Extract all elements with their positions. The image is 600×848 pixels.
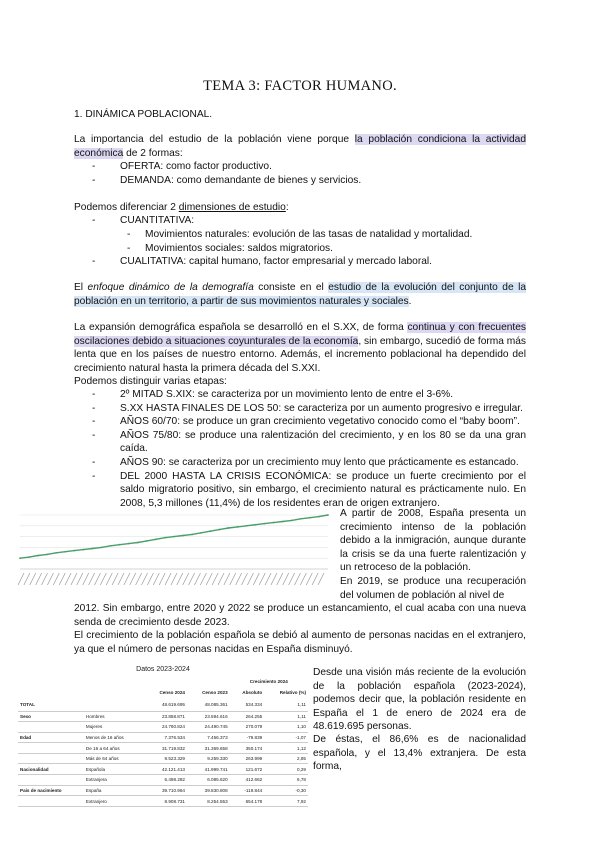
paragraph-growth: El crecimiento de la población española se debió al aumento de personas nacidas en el extranjero, ya que el número de personas nacidas en España disminuyó.: [74, 630, 526, 655]
chart-point: [246, 525, 248, 527]
chart-tick-mark: [30, 573, 36, 585]
paragraph-nationality: De éstas, el 86,6% es de nacionalidad española, y el 13,4% extranjera. De esta forma,: [313, 734, 526, 773]
chart-tick-mark: [253, 573, 259, 585]
table-header: [187, 678, 230, 685]
table-cell: [18, 796, 84, 807]
chart-tick-mark: [94, 573, 100, 585]
chart-point: [164, 537, 166, 539]
chart-tick-mark: [118, 573, 124, 585]
chart-tick-mark: [171, 573, 177, 585]
paragraph-expansion: [74, 321, 526, 375]
table-cell: 263.999: [230, 753, 265, 764]
chart-tick-mark: [306, 573, 312, 585]
table-cell: 23.858.871: [144, 711, 187, 722]
table-cell: 6.085.620: [187, 775, 230, 786]
chart-tick-mark: [77, 573, 83, 585]
chart-point: [264, 523, 266, 525]
chart-point: [19, 557, 21, 559]
table-cell: -1,07: [264, 732, 308, 743]
chart-tick-mark: [153, 573, 159, 585]
table-row: [18, 743, 308, 754]
chart-point: [309, 517, 311, 519]
chart-point: [146, 540, 148, 542]
table-header: Censo 2023: [202, 689, 228, 695]
list-item: - OFERTA: como factor productivo.: [92, 160, 522, 174]
section-heading: 1. DINÁMICA POBLACIONAL.: [74, 109, 213, 120]
chart-point: [101, 547, 103, 549]
table-header: [18, 685, 84, 699]
highlighted-text: la población condiciona la actividad económica: [74, 134, 526, 159]
text-span: Podemos diferenciar 2: [74, 202, 179, 213]
chart-point: [92, 548, 94, 550]
table-cell: [18, 722, 84, 733]
chart-point: [227, 527, 229, 529]
chart-tick-mark: [259, 573, 265, 585]
text-span: :: [285, 202, 289, 213]
table-cell: 2,85: [264, 753, 308, 764]
chart-point: [137, 542, 139, 544]
table-row: [18, 732, 308, 743]
chart-point: [182, 535, 184, 537]
chart-tick-mark: [283, 573, 289, 585]
text-span: La importancia del estudio de la población viene porque: [74, 134, 355, 145]
chart-tick-mark: [218, 573, 224, 585]
highlighted-text: continua y con frecuentes oscilaciones debido a situaciones coyunturales de la economía: [74, 322, 526, 347]
chart-tick-mark: [36, 573, 42, 585]
list-item: - Movimientos naturales: evolución de las tasas de natalidad y mortalidad.: [127, 228, 527, 242]
chart-tick-mark: [194, 573, 200, 585]
list-item: - Movimientos sociales: saldos migratorios.: [127, 242, 527, 256]
chart-tick-mark: [147, 573, 153, 585]
table-header: [84, 685, 144, 699]
table-cell: 412.662: [230, 775, 265, 786]
chart-point: [73, 550, 75, 552]
paragraph-2019-end: 2012. Sin embargo, entre 2020 y 2022 se produce un estancamiento, el cual acaba con una nueva senda de crecimiento desde 2023.: [74, 603, 526, 628]
table-cell: 1,12: [264, 743, 308, 754]
table-cell: -79.839: [230, 732, 265, 743]
table-row: [18, 775, 308, 786]
table-cell: Mujeres: [84, 722, 144, 733]
table-cell: Extranjero: [84, 796, 144, 807]
table-cell: 654.178: [230, 796, 265, 807]
chart-tick-mark: [242, 573, 248, 585]
chart-tick-mark: [236, 573, 242, 585]
table-cell: 9.259.330: [187, 753, 230, 764]
paragraph-dimensions: [74, 201, 526, 215]
chart-tick-mark: [206, 573, 212, 585]
list-stages: [92, 388, 526, 510]
table-cell: 31.369.658: [187, 743, 230, 754]
chart-tick-mark: [59, 573, 65, 585]
table-cell: [18, 775, 84, 786]
table-cell: 7.456.373: [187, 732, 230, 743]
chart-point: [110, 545, 112, 547]
chart-tick-mark: [71, 573, 77, 585]
chart-tick-mark: [277, 573, 283, 585]
chart-point: [119, 544, 121, 546]
paragraph-dynamic: [74, 281, 526, 308]
list-item: - AÑOS 60/70: se produce un gran crecimiento vegetativo conocido como el “baby boom”.: [92, 415, 526, 429]
table-cell: [84, 699, 144, 711]
chart-tick-mark: [89, 573, 95, 585]
table-cell: 1,11: [264, 699, 308, 711]
list-item: - DEL 2000 HASTA LA CRISIS ECONÓMICA: se produce un fuerte crecimiento por el saldo migratorio positivo, sin embargo, el crecimiento natural es prácticamente nulo. En 2008, 5,3 millones (11,4%) de los residentes eran de origen extranjero.: [92, 470, 526, 511]
chart-tick-mark: [200, 573, 206, 585]
chart-tick-mark: [159, 573, 165, 585]
list-dimensions: [92, 214, 522, 228]
table-title: Datos 2023-2024: [136, 666, 190, 673]
chart-tick-mark: [142, 573, 148, 585]
table-cell: 42.121.413: [144, 764, 187, 775]
table-body: [18, 699, 308, 806]
list-item: - S.XX HASTA FINALES DE LOS 50: se caracteriza por un aumento progresivo e irregular.: [92, 402, 526, 416]
chart-tick-mark: [18, 573, 24, 585]
table-cell: TOTAL: [18, 699, 84, 711]
table-cell: 270.079: [230, 722, 265, 733]
chart-tick-mark: [189, 573, 195, 585]
list-subitems: [127, 228, 527, 255]
stages-intro: Podemos distinguir varias etapas:: [74, 376, 227, 387]
chart-tick-mark: [124, 573, 130, 585]
chart-tick-mark: [47, 573, 53, 585]
table-cell: España: [84, 785, 144, 796]
chart-tick-mark: [177, 573, 183, 585]
table-cell: 7.376.534: [144, 732, 187, 743]
data-table: [18, 666, 308, 807]
table-cell: 9.523.329: [144, 753, 187, 764]
chart-tick-mark: [247, 573, 253, 585]
text-span: consiste en el: [253, 282, 329, 293]
chart-tick-mark: [24, 573, 30, 585]
table-cell: 41.999.741: [187, 764, 230, 775]
table-header: Censo 2024: [159, 689, 185, 695]
chart-tick-mark: [294, 573, 300, 585]
chart-tick-mark: [100, 573, 106, 585]
chart-point: [155, 538, 157, 540]
table-cell: 39.830.808: [187, 785, 230, 796]
chart-tick-mark: [42, 573, 48, 585]
table-row: [18, 722, 308, 733]
table-cell: 121.672: [230, 764, 265, 775]
chart-point: [128, 543, 130, 545]
chart-point: [46, 554, 48, 556]
table-cell: [18, 743, 84, 754]
table-cell: Edad: [18, 732, 84, 743]
underlined-text: dimensiones de estudio: [178, 202, 286, 213]
table-cell: 24.490.745: [187, 722, 230, 733]
text-span: La expansión demográfica española se desarrolló en el S.XX, de forma: [74, 322, 408, 333]
highlighted-text: estudio de la evolución del conjunto de la población en un territorio, a partir de sus movimientos naturales y sociales: [74, 282, 526, 307]
chart-tick-mark: [265, 573, 271, 585]
table-header: [18, 678, 84, 685]
table-row: [18, 796, 308, 807]
chart-tick-mark: [165, 573, 171, 585]
table-row: [18, 753, 308, 764]
table-cell: 8.908.731: [144, 796, 187, 807]
chart-point: [173, 536, 175, 538]
list-item: - CUALITATIVA: capital humano, factor empresarial y mercado laboral.: [92, 255, 522, 269]
chart-tick-mark: [230, 573, 236, 585]
population-chart: [14, 507, 332, 595]
table-cell: 23.594.616: [187, 711, 230, 722]
table-cell: Hombres: [84, 711, 144, 722]
chart-tick-mark: [300, 573, 306, 585]
table-cell: Más de 64 años: [84, 753, 144, 764]
chart-tick-mark: [53, 573, 59, 585]
chart-tick-mark: [271, 573, 277, 585]
list-item: - DEMANDA: como demandante de bienes y servicios.: [92, 174, 522, 188]
table-cell: 7,92: [264, 796, 308, 807]
list-dimensions-2: [92, 255, 522, 269]
chart-tick-mark: [130, 573, 136, 585]
table-cell: 8.254.553: [187, 796, 230, 807]
table-header: [144, 678, 187, 685]
text-span: de 2 formas:: [123, 147, 183, 159]
chart-tick-mark: [224, 573, 230, 585]
paragraph-recent: Desde una visión más reciente de la evolución de la población española (2023-2024), podemos decir que, la población residente en España el 1 de enero de 2024 era de 48.619.695 personas.: [313, 667, 526, 733]
table-cell: 264.255: [230, 711, 265, 722]
page-title: TEMA 3: FACTOR HUMANO.: [203, 78, 397, 94]
table-cell: 0,29: [264, 764, 308, 775]
chart-point: [282, 521, 284, 523]
chart-tick-mark: [183, 573, 189, 585]
table-header: Relativo (%): [279, 689, 306, 695]
chart-tick-mark: [112, 573, 118, 585]
list-item: - 2º MITAD S.XIX: se caracteriza por un movimiento lento de entre el 3-6%.: [92, 388, 526, 402]
chart-point: [273, 522, 275, 524]
table-cell: Extranjera: [84, 775, 144, 786]
list-item: - CUANTITATIVA:: [92, 214, 522, 228]
list-forms: [92, 160, 522, 187]
table-cell: De 16 a 64 años: [84, 743, 144, 754]
paragraph-importance: [74, 133, 526, 160]
chart-point: [255, 524, 257, 526]
chart-tick-mark: [318, 573, 324, 585]
table-header: [84, 678, 144, 685]
chart-tick-mark: [312, 573, 318, 585]
chart-point: [191, 534, 193, 536]
text-span: .: [408, 295, 412, 307]
table-cell: 6,78: [264, 775, 308, 786]
table-cell: Sexo: [18, 711, 84, 722]
text-span: El: [74, 282, 88, 293]
table-cell: 39.710.964: [144, 785, 187, 796]
table-header-group: Crecimiento 2024: [249, 679, 288, 684]
table-row: [18, 785, 308, 796]
table-cell: Menos de 16 años: [84, 732, 144, 743]
table-cell: 1,10: [264, 722, 308, 733]
chart-tick-mark: [83, 573, 89, 585]
table-cell: 48.619.695: [144, 699, 187, 711]
chart-point: [37, 555, 39, 557]
chart-point: [209, 530, 211, 532]
chart-point: [237, 526, 239, 528]
chart-tick-mark: [136, 573, 142, 585]
table-cell: 1,11: [264, 711, 308, 722]
paragraph-2008: A partir de 2008, España presenta un crecimiento intenso de la población debido a la inmigración, aunque durante la crisis se da una fuerte ralentización y un retroceso de la población.: [340, 508, 526, 574]
table-cell: [18, 753, 84, 764]
chart-tick-mark: [289, 573, 295, 585]
table-cell: -0,30: [264, 785, 308, 796]
table-cell: País de nacimiento: [18, 785, 84, 796]
chart-point: [300, 518, 302, 520]
chart-point: [218, 529, 220, 531]
table-cell: Nacionalidad: [18, 764, 84, 775]
chart-point: [327, 514, 329, 516]
chart-point: [291, 520, 293, 522]
table-cell: 6.498.282: [144, 775, 187, 786]
table-row: [18, 764, 308, 775]
chart-tick-mark: [106, 573, 112, 585]
chart-tick-mark: [212, 573, 218, 585]
list-item: - AÑOS 75/80: se produce una ralentización del crecimiento, y en los 80 se da una gran caída.: [92, 429, 526, 456]
table-cell: 350.174: [230, 743, 265, 754]
chart-tick-mark: [65, 573, 71, 585]
chart-point: [55, 552, 57, 554]
table-cell: -119.844: [230, 785, 265, 796]
chart-point: [200, 532, 202, 534]
chart-point: [318, 516, 320, 518]
chart-point: [28, 556, 30, 558]
chart-svg: [14, 507, 332, 595]
table-header: Absoluto: [242, 689, 263, 695]
table-cell: 48.085.361: [187, 699, 230, 711]
chart-point: [64, 551, 66, 553]
text-span: , sin embargo, sucedió de forma más lenta que en los países de nuestro entorno. Además, el incremento poblacional ha dependido del crecimiento natural hasta la primera década del S.XXI.: [74, 335, 527, 374]
list-item: - AÑOS 90: se caracteriza por un crecimiento muy lento que prácticamente es estancado.: [92, 456, 526, 470]
italic-text: enfoque dinámico de la demografía: [87, 282, 254, 293]
table-cell: Española: [84, 764, 144, 775]
chart-point: [83, 549, 85, 551]
table-cell: 24.760.824: [144, 722, 187, 733]
table-cell: 31.719.832: [144, 743, 187, 754]
table-row: [18, 711, 308, 722]
paragraph-2019-start: En 2019, se produce una recuperación del volumen de población al nivel de: [340, 576, 526, 601]
table-cell: 534.334: [230, 699, 265, 711]
table-row: [18, 699, 308, 711]
